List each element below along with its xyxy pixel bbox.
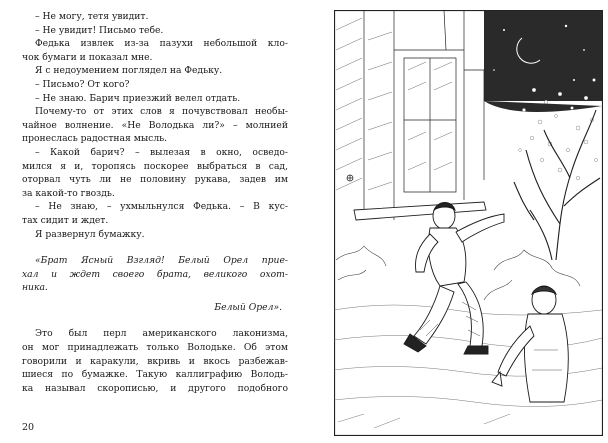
climbing-boy — [404, 203, 504, 355]
text-line: говорили и каракули, вкривь и вкось разбежав- — [22, 355, 288, 367]
text-line: Это был перл американского лаконизма, — [35, 328, 288, 340]
text-line: Федька извлек из-за пазухи небольшой кло- — [35, 38, 288, 50]
illustration — [334, 10, 603, 436]
text-line: тах сидит и ждет. — [22, 214, 109, 226]
letter-quote — [22, 254, 288, 314]
text-line: Я развернул бумажку. — [35, 228, 145, 240]
letter-line: «Брат Ясный Взгляд! Белый Орел прие- — [35, 255, 288, 267]
text-line: Я с недоумением поглядел на Федьку. — [35, 65, 223, 77]
text-line: – Не знаю, – ухмыльнулся Федька. – В кус- — [35, 201, 288, 213]
page-number: 20 — [22, 422, 35, 433]
text-line: чок бумаги и показал мне. — [22, 51, 153, 63]
text-line: – Не могу, тетя увидит. — [35, 11, 149, 22]
text-line: – Не увидит! Письмо тебе. — [35, 24, 164, 36]
text-line: пронеслась радостная мысль. — [22, 133, 168, 145]
letter-line: хал и ждет своего брата, великого охот- — [22, 268, 288, 280]
text-line: Почему-то от этих слов я почувствовал необы- — [35, 106, 288, 118]
wall-ornament-icon — [347, 175, 353, 181]
right-page — [304, 0, 608, 443]
text-line: мился я и, торопясь поскорее выбраться в сад, — [22, 160, 288, 172]
text-line: ка называл скорописью, и другого подобного — [22, 382, 288, 394]
text-line: чайное волнение. «Не Володька ли?» – молнией — [22, 119, 288, 131]
text-line: он мог принадлежать только Володьке. Об этом — [22, 342, 288, 354]
window-sill — [354, 202, 486, 220]
standing-boy — [492, 286, 568, 402]
text-line: шиеся по бумажке. Такую каллиграфию Володь- — [22, 369, 288, 381]
text-line: – Письмо? От кого? — [35, 78, 130, 90]
text-column — [22, 10, 288, 395]
text-line: оторвал чуть ли не половину рукава, задев им — [22, 174, 288, 186]
letter-signature: Белый Орел». — [214, 301, 282, 313]
house-wall — [364, 10, 484, 220]
text-line: – Не знаю. Барич приезжий велел отдать. — [35, 92, 241, 104]
text-line: – Какой барич? – вылезая в окно, осведо- — [35, 146, 288, 158]
tree-branches — [514, 110, 600, 260]
text-line: за какой-то гвоздь. — [22, 187, 115, 199]
letter-line: ника. — [22, 282, 48, 294]
